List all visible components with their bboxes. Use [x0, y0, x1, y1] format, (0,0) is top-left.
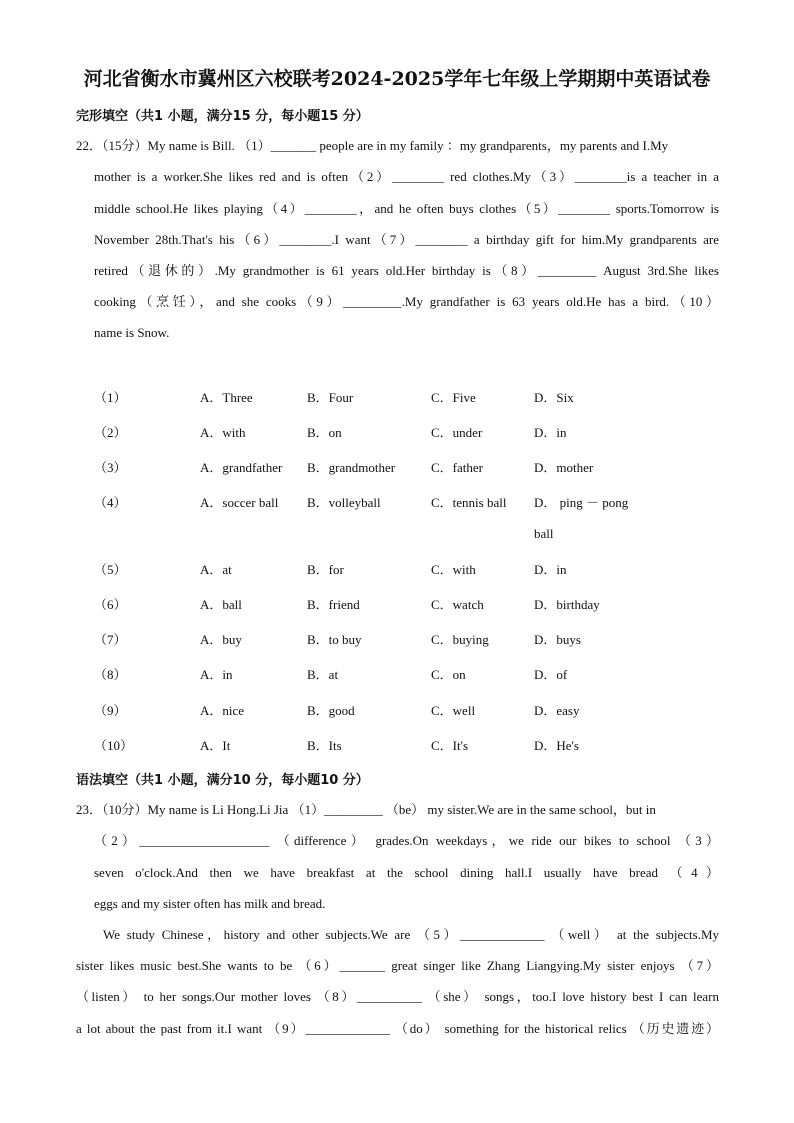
option-d-continuation: ball — [534, 526, 554, 541]
passage-line: We study Chinese，history and other subjects.We are （5）_____________ （well） at the subjects.My — [103, 927, 719, 942]
option-b[interactable]: B．friend — [307, 597, 360, 612]
section-heading-grammar: 语法填空（共1 小题，满分10 分，每小题10 分） — [76, 773, 369, 788]
passage-line: eggs and my sister often has milk and bread. — [94, 896, 326, 911]
question-number: （3） — [94, 460, 127, 475]
passage-line: sister likes music best.She wants to be （6）_______ great singer like Zhang Liangying.My sister enjoys （7） — [76, 958, 719, 973]
passage-line: 23．（10分）My name is Li Hong.Li Jia （1）_________ （be） my sister.We are in the same school，but in — [76, 802, 656, 817]
option-d[interactable]: D．birthday — [534, 597, 600, 612]
option-c[interactable]: C．father — [431, 460, 483, 475]
passage-line: retired（退休的）.My grandmother is 61 years old.Her birthday is（8）_________ August 3rd.She likes — [94, 263, 719, 278]
option-a[interactable]: A．It — [200, 738, 231, 753]
option-c[interactable]: C．It's — [431, 738, 469, 753]
passage-line: 22．（15分）My name is Bill. （1）_______ people are in my family ：my grandparents，my parents and I.My — [76, 138, 669, 153]
question-number: （1） — [94, 390, 127, 405]
question-number: （10） — [94, 738, 134, 753]
option-b[interactable]: B．grandmother — [307, 460, 396, 475]
option-c[interactable]: C．watch — [431, 597, 484, 612]
option-c[interactable]: C．Five — [431, 390, 476, 405]
option-c[interactable]: C．under — [431, 425, 483, 440]
question-number: （6） — [94, 597, 127, 612]
option-a[interactable]: A．at — [200, 562, 232, 577]
option-c[interactable]: C．on — [431, 667, 466, 682]
option-a[interactable]: A．Three — [200, 390, 253, 405]
question-number: （4） — [94, 495, 127, 510]
option-a[interactable]: A．nice — [200, 703, 245, 718]
option-a[interactable]: A．soccer ball — [200, 495, 279, 510]
passage-line: middle school.He likes playing（4）________，and he often buys clothes（5）________ sports.Tomorrow is — [94, 201, 719, 216]
option-d[interactable]: D．mother — [534, 460, 594, 475]
option-c[interactable]: C．with — [431, 562, 476, 577]
option-a[interactable]: A．in — [200, 667, 233, 682]
passage-line: November 28th.That's his（6）________.I want（7）________ a birthday gift for him.My grandparents are — [94, 232, 719, 247]
option-b[interactable]: B．for — [307, 562, 344, 577]
passage-line: name is Snow. — [94, 325, 170, 340]
option-b[interactable]: B．on — [307, 425, 342, 440]
option-a[interactable]: A．ball — [200, 597, 242, 612]
option-d[interactable]: D．in — [534, 562, 567, 577]
option-a[interactable]: A．with — [200, 425, 246, 440]
question-number: （9） — [94, 703, 127, 718]
question-number: （7） — [94, 632, 127, 647]
passage-line: （2）____________________ （difference） grades.On weekdays，we ride our bikes to school （3） — [94, 833, 719, 848]
passage-line: a lot about the past from it.I want （9）_____________ （do） something for the historical relics （历史遗迹） — [76, 1021, 719, 1036]
option-d[interactable]: D．of — [534, 667, 568, 682]
option-d[interactable]: D．buys — [534, 632, 581, 647]
option-d[interactable]: D． ping － pong — [534, 495, 629, 510]
option-b[interactable]: B．Four — [307, 390, 354, 405]
section-heading-cloze: 完形填空（共1 小题，满分15 分，每小题15 分） — [76, 109, 369, 124]
option-c[interactable]: C．tennis ball — [431, 495, 507, 510]
option-c[interactable]: C．buying — [431, 632, 489, 647]
option-b[interactable]: B．good — [307, 703, 355, 718]
passage-line: （listen） to her songs.Our mother loves （8）__________ （she） songs，too.I love history best I can learn — [76, 989, 719, 1004]
option-b[interactable]: B．at — [307, 667, 339, 682]
passage-line: mother is a worker.She likes red and is often（2）________ red clothes.My（3）________is a teacher in a — [94, 169, 719, 184]
option-b[interactable]: B．volleyball — [307, 495, 381, 510]
passage-line: cooking（烹饪），and she cooks（9）_________.My grandfather is 63 years old.He has a bird.（10） — [94, 294, 719, 309]
option-d[interactable]: D．He's — [534, 738, 579, 753]
option-a[interactable]: A．buy — [200, 632, 242, 647]
question-number: （2） — [94, 425, 127, 440]
passage-line: seven o'clock.And then we have breakfast at the school dining hall.I usually have bread （4） — [94, 865, 719, 880]
option-b[interactable]: B．to buy — [307, 632, 362, 647]
option-d[interactable]: D．Six — [534, 390, 574, 405]
question-number: （5） — [94, 562, 127, 577]
page-title: 河北省衡水市冀州区六校联考2024-2025学年七年级上学期期中英语试卷 — [83, 68, 711, 90]
option-d[interactable]: D．in — [534, 425, 567, 440]
question-number: （8） — [94, 667, 127, 682]
option-c[interactable]: C．well — [431, 703, 476, 718]
option-b[interactable]: B．Its — [307, 738, 342, 753]
option-d[interactable]: D．easy — [534, 703, 580, 718]
option-a[interactable]: A．grandfather — [200, 460, 283, 475]
